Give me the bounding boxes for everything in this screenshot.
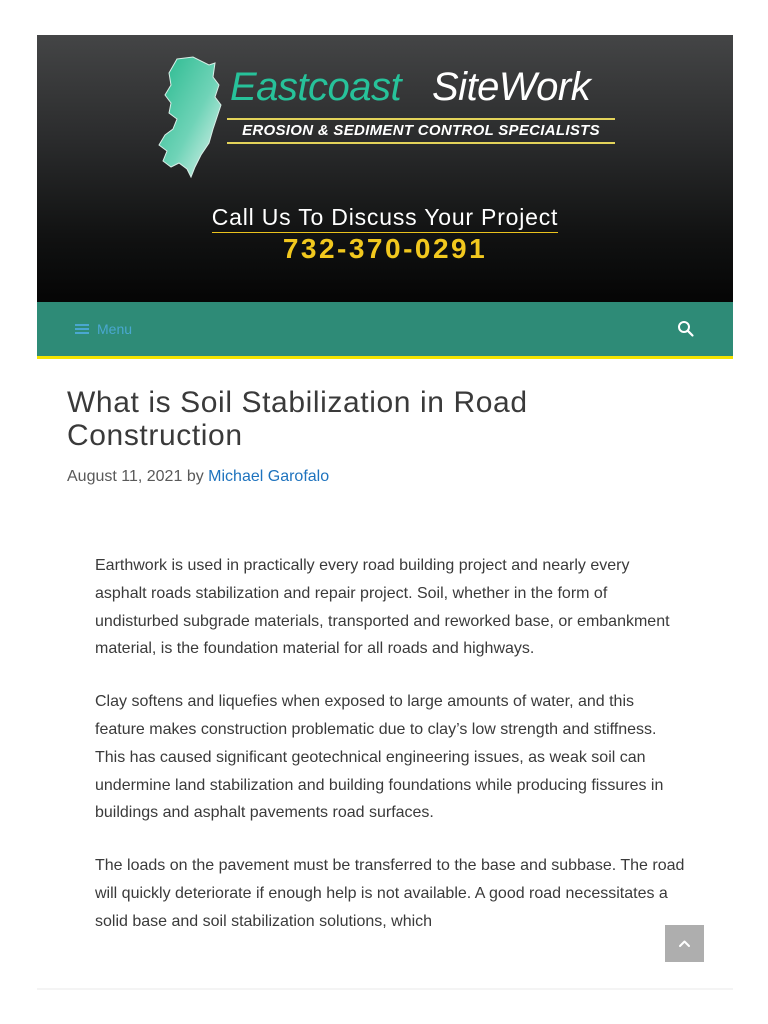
author-link[interactable]: Michael Garofalo bbox=[208, 468, 330, 485]
logo-word-sitework: SiteWork bbox=[432, 65, 591, 109]
content-bottom-edge bbox=[37, 988, 733, 990]
site-header bbox=[37, 35, 733, 302]
post-title: What is Soil Stabilization in Road Construction bbox=[67, 386, 528, 452]
menu-toggle-button[interactable] bbox=[75, 319, 132, 339]
search-button[interactable] bbox=[677, 320, 695, 338]
site-logo[interactable] bbox=[157, 55, 627, 180]
logo-tagline: EROSION & SEDIMENT CONTROL SPECIALISTS bbox=[242, 122, 600, 139]
post-meta bbox=[67, 466, 329, 488]
logo-tagline-box bbox=[227, 118, 615, 144]
call-to-action bbox=[37, 203, 733, 265]
phone-number-link[interactable]: 732-370-0291 bbox=[282, 233, 488, 264]
cta-text: Call Us To Discuss Your Project bbox=[212, 203, 559, 233]
back-to-top-button[interactable] bbox=[665, 925, 704, 962]
post-by-label: by bbox=[186, 468, 204, 485]
search-icon bbox=[677, 320, 695, 338]
post-content bbox=[95, 552, 685, 961]
main-navigation bbox=[37, 302, 733, 359]
menu-label: Menu bbox=[97, 321, 133, 337]
paragraph-2: Clay softens and liquefies when exposed to large amounts of water, and this feature makes construction problematic due to clay’s low strength and stiffness. This has caused significant geotechnical engineering issues, as weak soil can undermine land stabilization and building foundations while producing fissures in buildings and asphalt pavements road surfaces. bbox=[95, 693, 664, 822]
paragraph-1: Earthwork is used in practically every road building project and nearly every asphalt roads stabilization and repair project. Soil, whether in the form of undisturbed subgrade materials, transported and reworked base, or embankment material, is the foundation material for all roads and highways. bbox=[95, 557, 670, 658]
hamburger-icon bbox=[75, 324, 89, 334]
paragraph-3: The loads on the pavement must be transferred to the base and subbase. The road will quickly deteriorate if enough help is not available. A good road necessitates a solid base and soil stabilization solutions, which bbox=[95, 857, 685, 930]
logo-word-eastcoast: Eastcoast bbox=[230, 65, 402, 109]
post-date: August 11, 2021 bbox=[67, 468, 183, 485]
chevron-up-icon bbox=[665, 925, 704, 962]
new-jersey-map-icon bbox=[157, 55, 227, 180]
